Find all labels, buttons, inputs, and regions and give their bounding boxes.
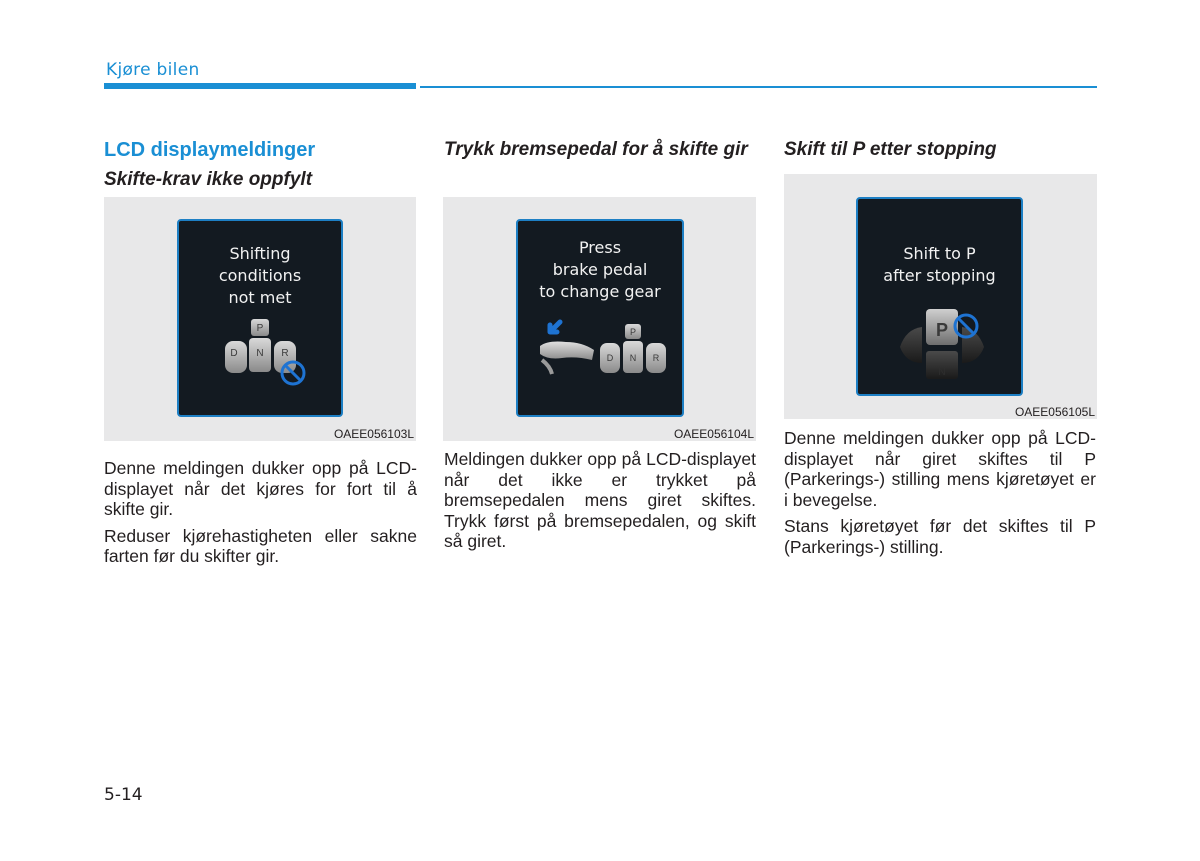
lcd-display — [516, 219, 684, 417]
section-header: Kjøre bilen — [106, 60, 200, 80]
lcd-message-line: Shift to P — [903, 244, 976, 263]
gear-label-p: P — [256, 323, 264, 334]
figure-code: OAEE056104L — [673, 427, 754, 441]
gear-selector-icon — [219, 316, 309, 391]
col1-subtitle: Skifte-krav ikke oppfylt — [104, 169, 313, 190]
gear-label-n: N — [256, 348, 264, 359]
gear-label-p: P — [935, 320, 949, 340]
paragraph: Stans kjøretøyet før det skiftes til P (Parkerings-) stilling. — [784, 516, 1096, 557]
lcd-display — [856, 197, 1023, 396]
col1-figure — [104, 197, 416, 441]
lcd-message-line: Press — [578, 238, 622, 257]
gear-label-d: D — [606, 353, 614, 363]
lcd-display — [177, 219, 343, 417]
gear-selector-icon — [896, 307, 988, 379]
lcd-message-line: after stopping — [883, 266, 996, 285]
header-rule-thin — [420, 86, 1097, 88]
lcd-message-line: conditions — [218, 266, 302, 285]
paragraph: Meldingen dukker opp på LCD-displayet når det ikke er trykket på bremsepedalen mens giret skiftes. Trykk først på bremsepedalen, og skift så giret. — [444, 449, 756, 551]
lcd-message-line: Shifting — [229, 244, 291, 263]
paragraph: Denne meldingen dukker opp på LCD-displayet når det kjøres for fort til å skifte gir. — [104, 458, 417, 519]
gear-selector-icon — [596, 321, 676, 381]
figure-code: OAEE056105L — [1014, 405, 1095, 419]
gear-label-n: N — [629, 353, 637, 363]
col2-body — [444, 449, 756, 558]
gear-label-p: P — [629, 327, 637, 337]
gear-label-r: R — [281, 348, 289, 359]
col3-subtitle: Skift til P etter stopping — [784, 139, 997, 160]
lcd-message-line: not met — [228, 288, 292, 307]
col1-body — [104, 458, 417, 573]
page-number: 5-14 — [104, 785, 143, 805]
paragraph: Reduser kjørehastigheten eller sakne farten før du skifter gir. — [104, 525, 417, 566]
col2-figure — [443, 197, 756, 441]
col3-figure — [784, 174, 1097, 419]
header-rule-thick — [104, 83, 416, 89]
col3-body — [784, 428, 1096, 563]
lcd-message-line: brake pedal — [552, 260, 648, 279]
gear-label-n: N — [938, 367, 946, 378]
brake-pedal-icon — [536, 316, 596, 376]
section-title: LCD displaymeldinger — [104, 139, 316, 161]
lcd-message-line: to change gear — [539, 282, 661, 301]
col2-subtitle: Trykk bremsepedal for å skifte gir — [444, 139, 748, 160]
gear-label-d: D — [230, 348, 238, 359]
gear-label-r: R — [652, 353, 660, 363]
figure-code: OAEE056103L — [333, 427, 414, 441]
paragraph: Denne meldingen dukker opp på LCD-displayet når giret skiftes til P (Parkerings-) stilling mens kjøretøyet er i bevegelse. — [784, 428, 1096, 510]
